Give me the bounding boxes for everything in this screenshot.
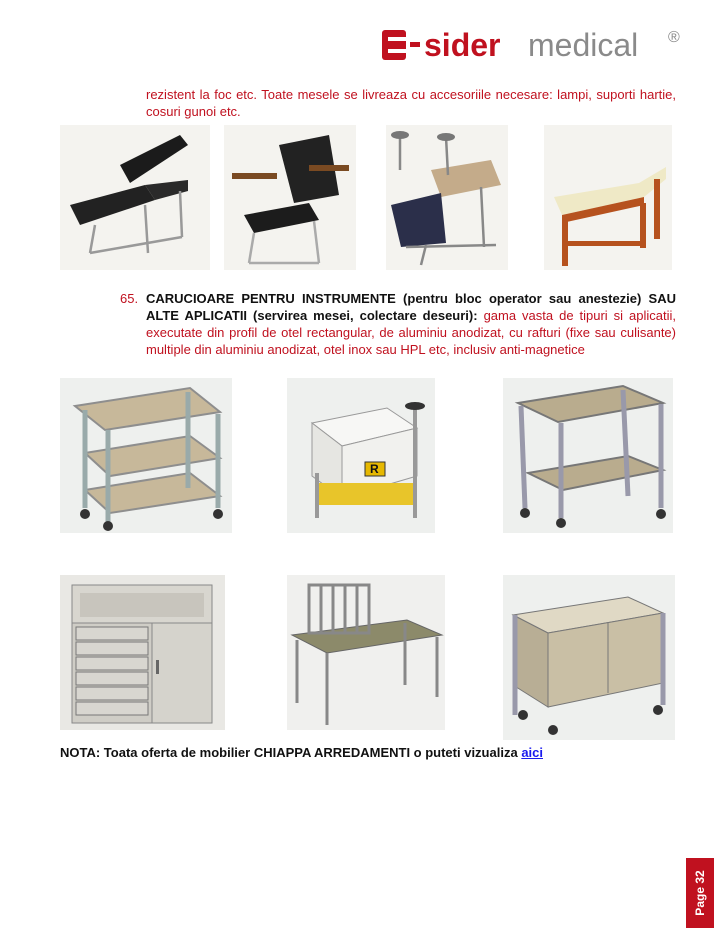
page-number: Page 32 xyxy=(693,870,707,916)
box-label: R xyxy=(370,462,379,476)
photo-trolley-2 xyxy=(503,378,673,533)
brand-name-prefix: sider xyxy=(424,27,501,63)
photo-trolley-box xyxy=(287,378,435,533)
photo-chair-1 xyxy=(60,125,210,270)
section-number: 65. xyxy=(120,291,139,306)
page-number-tab xyxy=(686,858,714,928)
nota-text: NOTA: Toata oferta de mobilier CHIAPPA ARREDAMENTI o puteti vizualiza xyxy=(60,745,518,760)
photo-cart-closed xyxy=(503,575,675,740)
photo-table-rack xyxy=(287,575,445,730)
registered-mark: ® xyxy=(668,29,680,46)
section-description: gama vasta de tipuri si aplicatii, executate din profil de otel rectangular, de aluminiu anodizat, cu rafturi (fixe sau culisante) multiple din aluminiu anodizat, otel inox sau HPL etc, inclusiv anti-magnetice xyxy=(146,308,676,357)
section-heading xyxy=(146,290,676,358)
sidermedical-logo xyxy=(380,22,690,66)
photo-cabinet xyxy=(60,575,225,730)
photo-chair-2 xyxy=(224,125,356,270)
brand-name-suffix: medical xyxy=(528,27,639,63)
intro-paragraph: rezistent la foc etc. Toate mesele se livreaza cu accesoriile necesare: lampi, suporti hartie, cosuri gunoi etc. xyxy=(146,87,676,119)
aici-link[interactable]: aici xyxy=(521,745,543,760)
photo-exam-couch xyxy=(544,125,672,270)
section-title: CARUCIOARE PENTRU INSTRUMENTE (pentru bloc operator sau anestezie) SAU ALTE APLICATII (servirea mesei, colectare deseuri): xyxy=(146,291,676,323)
nota-line xyxy=(60,745,543,760)
photo-trolley-1 xyxy=(60,378,232,533)
photo-gyn-chair xyxy=(386,125,508,270)
